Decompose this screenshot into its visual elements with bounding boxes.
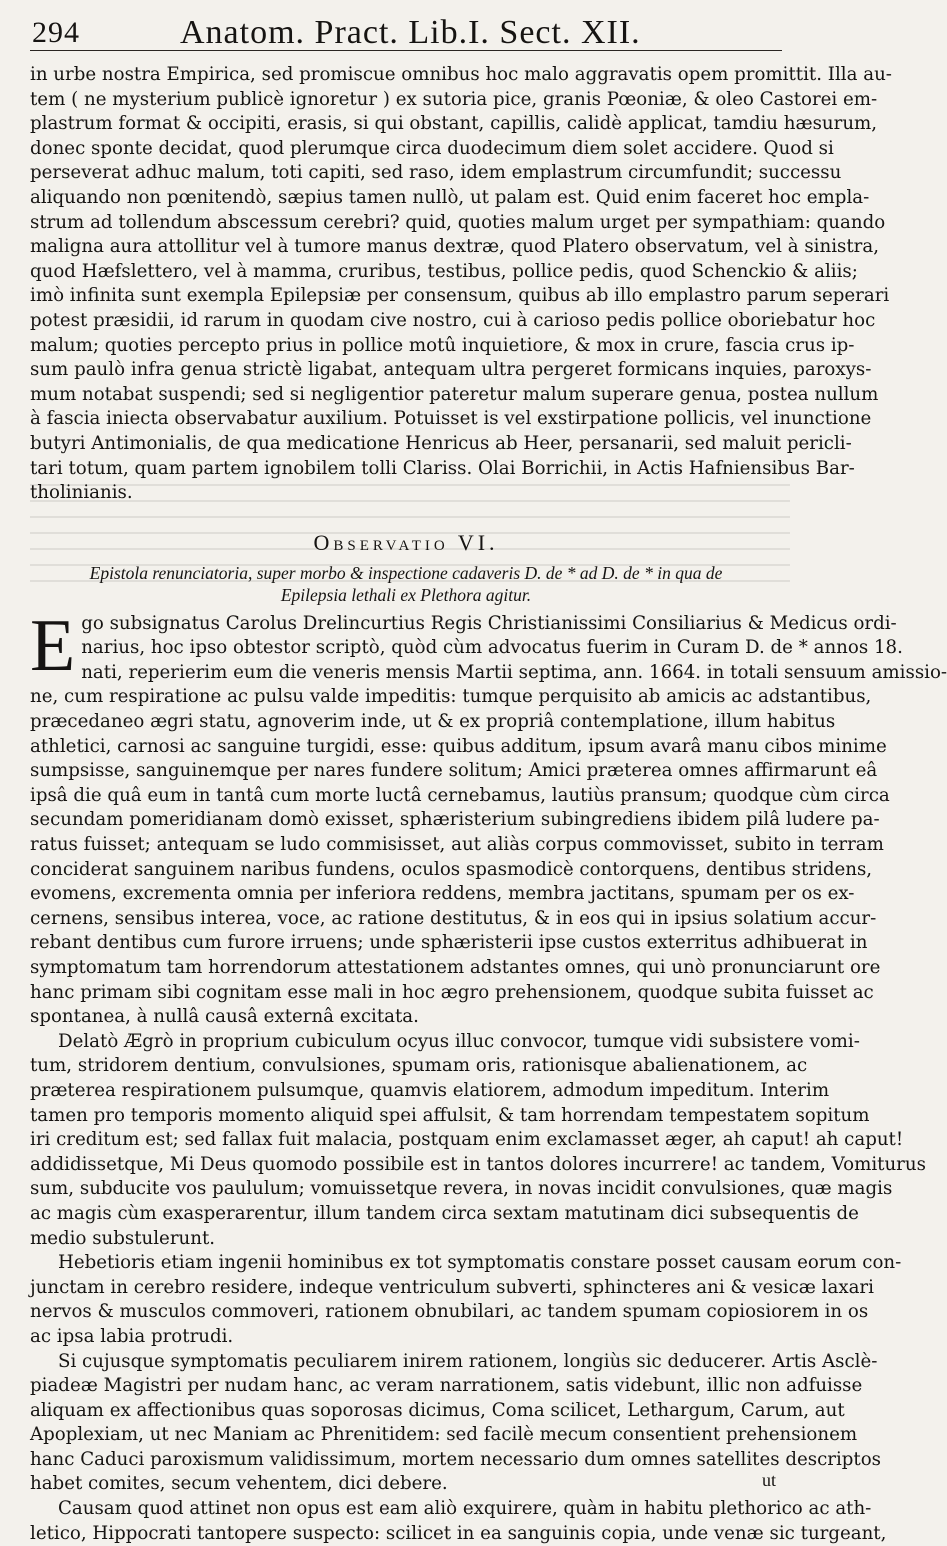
text-line: hanc primam sibi cognitam esse mali in hoc ægro prehensionem, quodque subita fuisset ac bbox=[30, 981, 874, 1003]
text-line: strum ad tollendum abscessum cerebri? quid, quoties malum urget per sympathiam: quando bbox=[30, 211, 886, 233]
paragraph-continuation bbox=[30, 63, 892, 506]
text-line: Delatò Ægrò in proprium cubiculum ocyus illuc convocor, tumque vidi subsistere vomi- bbox=[58, 1030, 860, 1052]
text-line: athletici, carnosi ac sanguine turgidi, esse: quibus additum, ipsum avarâ manu cibos minime bbox=[30, 735, 887, 757]
text-line: in urbe nostra Empirica, sed promiscue omnibus hoc malo aggravatis opem promittit. Illa au- bbox=[30, 64, 892, 85]
text-line: ac ipsa labia protrudi. bbox=[30, 1325, 234, 1347]
text-line: donec sponte decidat, quod plerumque circa duodecimum diem solet accidere. Quod si bbox=[30, 137, 834, 159]
subtitle-line: Epistola renunciatoria, super morbo & inspectione cadaveris D. de * ad D. de * in qua de bbox=[89, 562, 723, 583]
text-line: habet comites, secum vehentem, dici debere. bbox=[30, 1473, 448, 1495]
text-line: aliquando non pœnitendò, sæpius tamen nullò, ut palam est. Quid enim faceret hoc empla- bbox=[30, 186, 870, 208]
observation-heading bbox=[30, 530, 782, 606]
paragraph bbox=[30, 1497, 887, 1546]
drop-cap: E bbox=[30, 604, 76, 687]
text-line: maligna aura attollitur vel à tumore manus dextræ, quod Platero observatum, vel à sinistra, bbox=[30, 236, 879, 258]
observation-subtitle bbox=[30, 562, 782, 606]
text-line: rebant dentibus cum furore irruens; unde sphæristerii ipse custos exterritus adhibuerat in bbox=[30, 932, 868, 954]
text-line: præterea respirationem pulsumque, quamvis elatiorem, admodum impeditum. Interim bbox=[30, 1079, 830, 1101]
page-header bbox=[30, 14, 782, 51]
text-line: tholinianis. bbox=[30, 482, 133, 504]
text-line: nervos & musculos commoveri, rationem obnubilari, ac tandem spumam copiosiorem in os bbox=[30, 1301, 869, 1323]
text-line: addidissetque, Mi Deus quomodo possibile est in tantos dolores incurrere! ac tandem, Vomiturus bbox=[30, 1153, 926, 1175]
text-line: ac magis cùm exasperarentur, illum tandem circa sextam matutinam dici subsequentis de bbox=[30, 1202, 859, 1224]
text-line: go subsignatus Carolus Drelincurtius Regis Christianissimi Consiliarius & Medicus ordi- bbox=[81, 612, 897, 634]
text-line: ratus fuisset; antequam se ludo commisisset, aut aliàs corpus commovisset, subito in terram bbox=[30, 834, 884, 856]
text-line: sumpsisse, sanguinemque per nares fundere solitum; Amici præterea omnes affirmarunt eâ bbox=[30, 760, 878, 782]
text-line: medio substulerunt. bbox=[30, 1227, 216, 1249]
paragraph-opening bbox=[30, 604, 947, 1030]
text-line: tamen pro temporis momento aliquid spei affulsit, & tam horrendam tempestatem sopitum bbox=[30, 1104, 870, 1126]
text-line: secundam pomeridianam domò exisset, sphæristerium subingrediens ibidem pilâ ludere pa- bbox=[30, 809, 880, 831]
text-line: cernens, sensibus interea, voce, ac ratione destitutus, & in eos qui in ipsius solatium accur- bbox=[30, 907, 877, 929]
text-line: plastrum format & occipiti, erasis, si qui obstant, capillis, calidè applicat, tamdiu hæsurum, bbox=[30, 113, 878, 135]
text-line: tem ( ne mysterium publicè ignoretur ) ex sutoria pice, granis Pœoniæ, & oleo Castorei em- bbox=[30, 88, 878, 110]
text-line: evomens, excrementa omnia per inferiora reddens, membra jactitans, spumam per os ex- bbox=[30, 883, 855, 905]
text-line: hanc Caduci paroxismum validissimum, mortem necessario dum omnes satellites descriptos bbox=[30, 1448, 882, 1470]
observation-title: Observatio VI. bbox=[313, 529, 499, 555]
text-line: letico, Hippocrati tantopere suspecto: scilicet in ea sanguinis copia, unde venæ sic turgeant, bbox=[30, 1522, 887, 1544]
text-line: tum, stridorem dentium, convulsiones, spumam oris, rationisque abalienationem, ac bbox=[30, 1055, 808, 1077]
running-head: Anatom. Pract. Lib.I. Sect. XII. bbox=[180, 14, 641, 51]
text-line: narius, hoc ipso obtestor scriptò, quòd cùm advocatus fuerim in Curam D. de * annos 18. bbox=[81, 637, 903, 659]
text-line: præcedaneo ægri statu, agnoverim inde, ut & ex propriâ contemplatione, illum habitus bbox=[30, 711, 836, 733]
text-line: Apoplexiam, ut nec Maniam ac Phrenitidem: sed facilè mecum consentient prehensionem bbox=[30, 1424, 858, 1446]
text-line: malum; quoties percepto prius in pollice motû inquietiore, & mox in crure, fascia crus ip- bbox=[30, 334, 855, 356]
text-line: Hebetioris etiam ingenii hominibus ex tot symptomatis constare posset causam eorum con- bbox=[58, 1252, 902, 1274]
text-line: perseverat adhuc malum, toti capiti, sed raso, idem emplastrum circumfundit; successu bbox=[30, 162, 842, 184]
text-line: junctam in cerebro residere, indeque ventriculum subverti, sphincteres ani & vesicæ laxari bbox=[30, 1276, 874, 1298]
text-line: ipsâ die quâ eum in tantâ cum morte luctâ cernebamus, lautiùs pransum; quodque cùm circa bbox=[30, 784, 890, 806]
text-line: potest præsidii, id rarum in quodam cive nostro, cui à carioso pedis pollice oboriebatur hoc bbox=[30, 309, 876, 331]
subtitle-line: Epilepsia lethali ex Plethora agitur. bbox=[280, 584, 532, 605]
text-line: iri creditum est; sed fallax fuit malacia, postquam enim exclamasset æger, ah caput! ah caput! bbox=[30, 1129, 904, 1151]
page-number: 294 bbox=[32, 16, 80, 49]
catchword: ut bbox=[761, 1470, 776, 1490]
text-line: ne, cum respiratione ac pulsu valde impeditis: tumque perquisito ab amicis ac adstantibus, bbox=[30, 686, 872, 708]
text-line: sum, subducite vos paululum; vomuissetque revera, in novas incidit convulsiones, quæ magis bbox=[30, 1178, 893, 1200]
text-line: symptomatum tam horrendorum attestationem adstantes omnes, qui unò pronunciarunt ore bbox=[30, 957, 881, 978]
text-line: nati, reperierim eum die veneris mensis Martii septima, ann. 1664. in totali sensuum amissio- bbox=[81, 661, 947, 683]
text-line: Causam quod attinet non opus est eam aliò exquirere, quàm in habitu plethorico ac ath- bbox=[58, 1498, 872, 1520]
text-line: imò infinita sunt exempla Epilepsiæ per consensum, quibus ab illo emplastro parum seperari bbox=[30, 285, 890, 307]
text-line: sum paulò infra genua strictè ligabat, antequam ultra pergeret formicans inquies, paroxys- bbox=[30, 359, 872, 381]
paragraph bbox=[30, 1030, 926, 1251]
text-line: Si cujusque symptomatis peculiarem inirem rationem, longiùs sic deducerer. Artis Asclè- bbox=[58, 1350, 878, 1372]
text-line: quod Hæfslettero, vel à mamma, cruribus, testibus, pollice pedis, quod Schenckio & aliis; bbox=[30, 260, 858, 282]
text-line: piadeæ Magistri per nudam hanc, ac veram narrationem, satis videbunt, illic non adfuisse bbox=[30, 1375, 863, 1397]
text-line: mum notabat suspendi; sed si negligentior pateretur malum superare genua, postea nullum bbox=[30, 383, 879, 405]
text-line: tari totum, quam partem ignobilem tolli Clariss. Olai Borrichii, in Actis Hafniensibus Bar- bbox=[30, 457, 855, 479]
text-line: conciderat sanguinem naribus fundens, oculos spasmodicè contorquens, dentibus stridens, bbox=[30, 858, 873, 880]
text-line: spontanea, à nullâ causâ externâ excitata. bbox=[30, 1006, 419, 1028]
text-line: à fascia iniecta observabatur auxilium. Potuisset is vel exstirpatione pollicis, vel inunctione bbox=[30, 408, 872, 430]
paragraph bbox=[30, 1350, 882, 1498]
paragraph bbox=[30, 1251, 902, 1349]
text-line: aliquam ex affectionibus quas soporosas dicimus, Coma scilicet, Lethargum, Carum, aut bbox=[30, 1399, 845, 1421]
text-line: butyri Antimonialis, de qua medicatione Henricus ab Heer, persanarii, sed maluit pericli- bbox=[30, 432, 852, 454]
